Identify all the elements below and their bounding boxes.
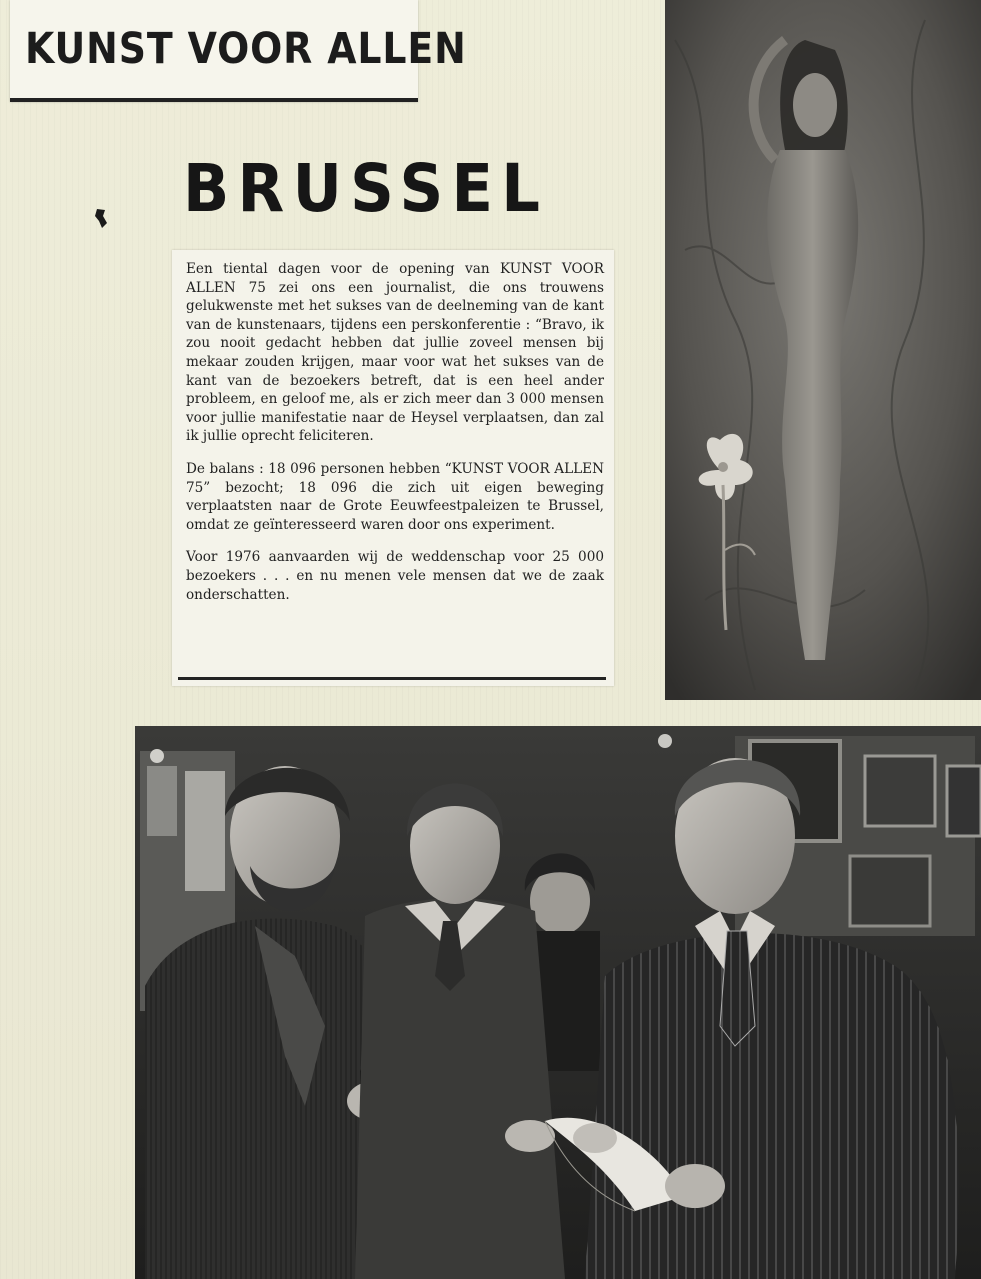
header-rule xyxy=(10,98,418,102)
header-clipping xyxy=(10,0,467,102)
photograph-image xyxy=(135,726,981,1279)
article-paragraph-2: De balans : 18 096 personen hebben “KUNST VOOR ALLEN 75” bezocht; 18 096 die zich uit eigen beweging verplaatsten naar de Grote Eeuwfeestpaleizen te Brussel, omdat ze geïnteresseerd waren door ons experiment. xyxy=(186,460,604,533)
article-clipping xyxy=(172,250,614,686)
header-title: KUNST VOOR ALLEN xyxy=(25,24,467,74)
article-body xyxy=(186,260,604,618)
painting-photo xyxy=(665,0,981,700)
article-paragraph-1: Een tiental dagen voor de opening van KUNST VOOR ALLEN 75 zei ons een journalist, die ons trouwens gelukwenste met het sukses van de deelneming van de kant van de kunstenaars, tijdens een perskonferentie : “Bravo, ik zou nooit gedacht hebben dat jullie zoveel mensen bij mekaar zouden krijgen, maar voor wat het sukses van de kant van de bezoekers betreft, dat is een heel ander probleem, en geloof me, als er zich meer dan 3 000 mensen voor jullie manifestatie naar de Heysel verplaatsen, dan zal ik jullie oprecht feliciteren. xyxy=(186,261,604,445)
painting-image xyxy=(665,0,981,700)
brussel-heading: BRUSSEL xyxy=(183,150,549,227)
event-photograph xyxy=(135,726,981,1279)
article-rule xyxy=(178,677,606,680)
ink-mark-icon xyxy=(93,207,109,229)
article-paragraph-3: Voor 1976 aanvaarden wij de weddenschap voor 25 000 bezoekers . . . en nu menen vele mensen dat we de zaak onderschatten. xyxy=(186,549,604,603)
